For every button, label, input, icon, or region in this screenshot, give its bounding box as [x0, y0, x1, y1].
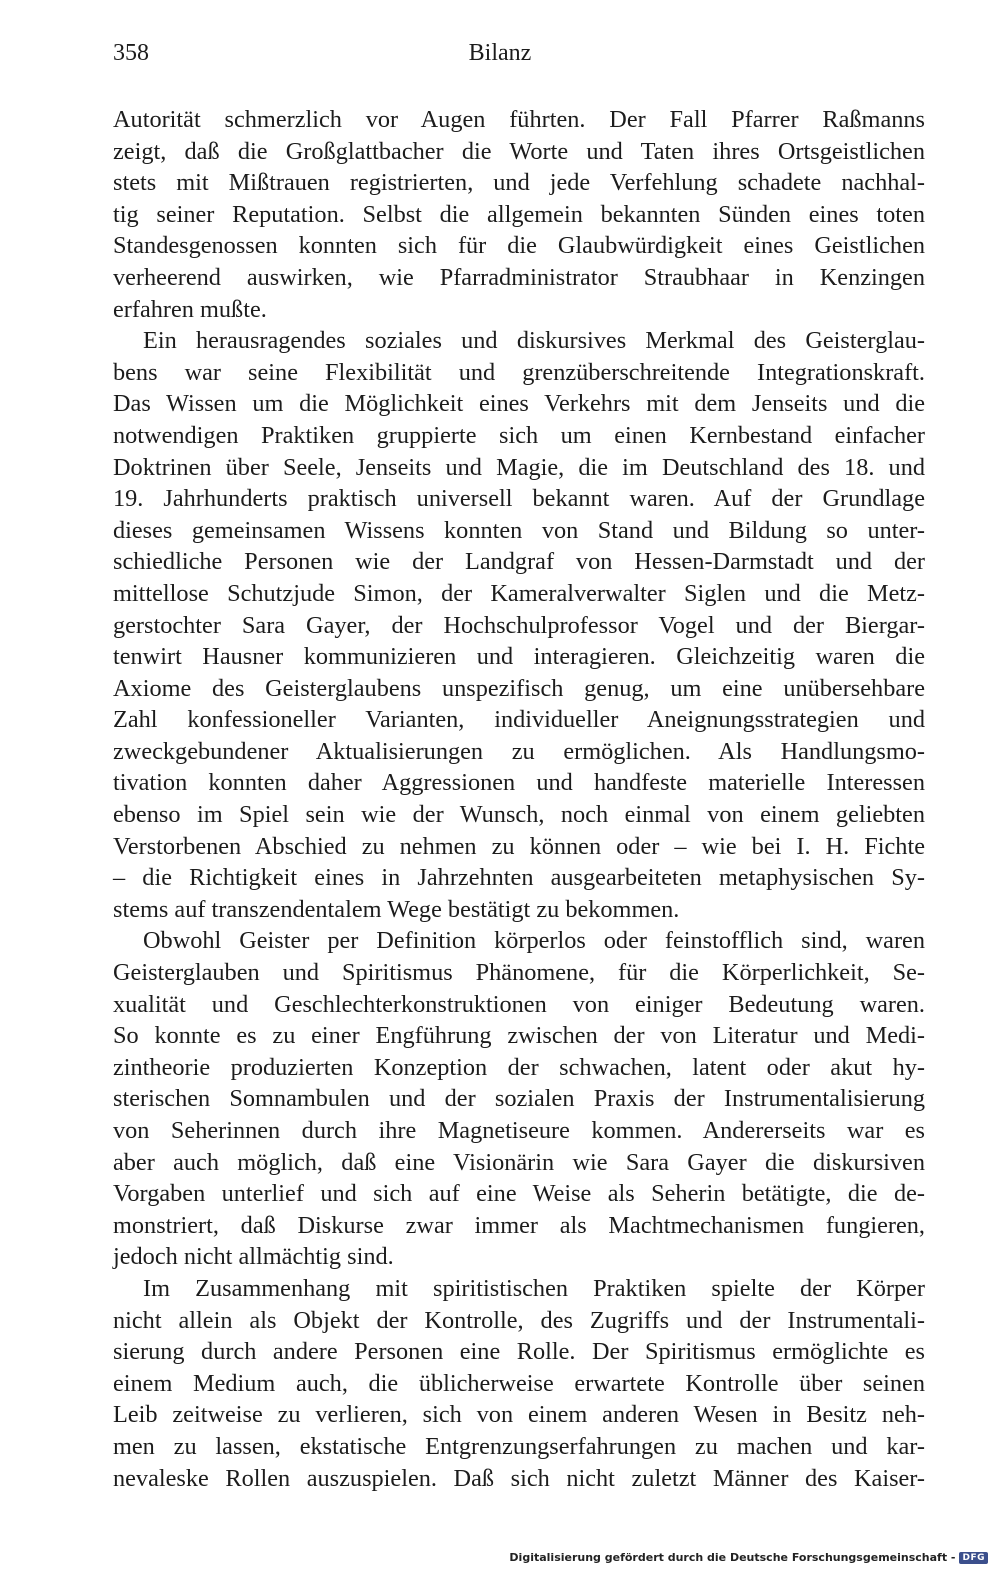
text-line: stets mit Mißtrauen registrierten, und jede Verfehlung schadete nachhal- — [113, 169, 925, 197]
text-line: von Seherinnen durch ihre Magnetiseure kommen. Andererseits war es — [113, 1117, 925, 1144]
digitization-credit — [509, 1551, 988, 1564]
text-line: Doktrinen über Seele, Jenseits und Magie, die im Deutschland des 18. und — [113, 453, 925, 481]
digitization-credit-text: Digitalisierung gefördert durch die Deutsche Forschungsgemeinschaft - — [509, 1551, 956, 1564]
text-line: mittellose Schutzjude Simon, der Kameralverwalter Siglen und die Metz- — [113, 579, 925, 607]
text-line: Axiome des Geisterglaubens unspezifisch genug, um eine unübersehbare — [113, 674, 925, 702]
text-line: schiedliche Personen wie der Landgraf von Hessen-Darmstadt und der — [113, 548, 925, 576]
page-number: 358 — [113, 40, 149, 66]
text-line: einem Medium auch, die üblicherweise erwartete Kontrolle über seinen — [113, 1369, 925, 1397]
text-line: zintheorie produzierten Konzeption der schwachen, latent oder akut hy- — [113, 1053, 925, 1081]
text-line: nicht allein als Objekt der Kontrolle, des Zugriffs und der Instrumentali- — [113, 1306, 925, 1334]
text-line: Das Wissen um die Möglichkeit eines Verkehrs mit dem Jenseits und die — [113, 390, 925, 418]
text-line: bens war seine Flexibilität und grenzüberschreitende Integrationskraft. — [113, 358, 925, 386]
text-line: tenwirt Hausner kommunizieren und interagieren. Gleichzeitig waren die — [113, 643, 925, 671]
text-line: notwendigen Praktiken gruppierte sich um einen Kernbestand einfacher — [113, 421, 925, 449]
text-line: verheerend auswirken, wie Pfarradministrator Straubhaar in Kenzingen — [113, 263, 925, 291]
text-line: stems auf transzendentalem Wege bestätigt zu bekommen. — [113, 895, 680, 923]
running-head: Bilanz — [468, 40, 532, 66]
text-line: ebenso im Spiel sein wie der Wunsch, noch einmal von einem geliebten — [113, 801, 925, 829]
text-line: sterischen Somnambulen und der sozialen Praxis der Instrumentalisierung — [113, 1085, 925, 1113]
text-line: dieses gemeinsamen Wissens konnten von Stand und Bildung so unter- — [113, 516, 925, 544]
text-line: aber auch möglich, daß eine Visionärin wie Sara Gayer die diskursiven — [113, 1148, 925, 1176]
text-line: – die Richtigkeit eines in Jahrzehnten ausgearbeiteten metaphysischen Sy- — [113, 864, 925, 892]
text-line: xualität und Geschlechterkonstruktionen von einiger Bedeutung waren. — [113, 990, 925, 1018]
text-line: gerstochter Sara Gayer, der Hochschulprofessor Vogel und der Biergar- — [113, 611, 925, 639]
text-line: 19. Jahrhunderts praktisch universell bekannt waren. Auf der Grundlage — [113, 485, 925, 513]
text-line: Verstorbenen Abschied zu nehmen zu können oder – wie bei I. H. Fichte — [113, 832, 925, 860]
text-line: So konnte es zu einer Engführung zwischen der von Literatur und Medi- — [113, 1022, 925, 1050]
text-line: tig seiner Reputation. Selbst die allgemein bekannten Sünden eines toten — [113, 200, 925, 228]
text-line: Ein herausragendes soziales und diskursives Merkmal des Geisterglau- — [143, 327, 925, 355]
text-line: Im Zusammenhang mit spiritistischen Praktiken spielte der Körper — [143, 1274, 925, 1302]
text-line: zweckgebundener Aktualisierungen zu ermöglichen. Als Handlungsmo- — [113, 737, 925, 765]
text-line: nevaleske Rollen auszuspielen. Daß sich nicht zuletzt Männer des Kaiser- — [113, 1464, 925, 1492]
dfg-logo: DFG — [959, 1552, 988, 1564]
text-line: erfahren mußte. — [113, 295, 267, 323]
text-line: jedoch nicht allmächtig sind. — [113, 1243, 394, 1271]
text-line: zeigt, daß die Großglattbacher die Worte und Taten ihres Ortsgeistlichen — [113, 137, 925, 165]
text-line: monstriert, daß Diskurse zwar immer als Machtmechanismen fungieren, — [113, 1211, 925, 1239]
text-line: Autorität schmerzlich vor Augen führten. Der Fall Pfarrer Raßmanns — [113, 106, 925, 133]
text-line: Zahl konfessioneller Varianten, individueller Aneignungsstrategien und — [113, 706, 925, 734]
text-line: men zu lassen, ekstatische Entgrenzungserfahrungen zu machen und kar- — [113, 1432, 925, 1460]
text-line: Leib zeitweise zu verlieren, sich von einem anderen Wesen in Besitz neh- — [113, 1401, 925, 1429]
text-line: Standesgenossen konnten sich für die Glaubwürdigkeit eines Geistlichen — [113, 232, 925, 260]
body-text — [113, 104, 925, 1494]
text-line: Vorgaben unterlief und sich auf eine Weise als Seherin betätigte, die de- — [113, 1180, 925, 1208]
text-line: tivation konnten daher Aggressionen und handfeste materielle Interessen — [113, 769, 925, 797]
text-line: Geisterglauben und Spiritismus Phänomene, für die Körperlichkeit, Se- — [113, 959, 925, 987]
text-line: sierung durch andere Personen eine Rolle. Der Spiritismus ermöglichte es — [113, 1338, 925, 1366]
text-line: Obwohl Geister per Definition körperlos oder feinstofflich sind, waren — [143, 927, 925, 955]
